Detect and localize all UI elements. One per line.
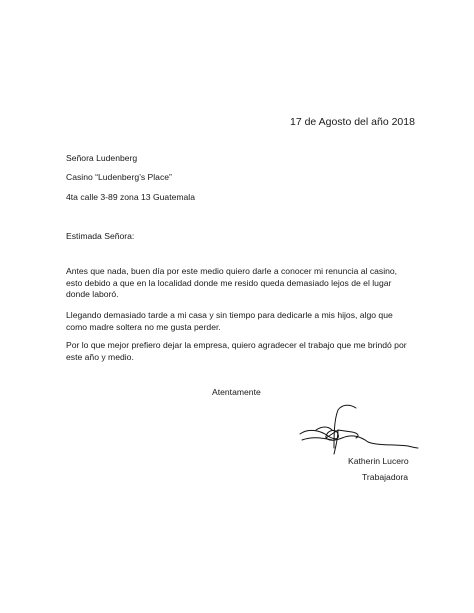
paragraph-line: Por lo que mejor prefiero dejar la empresa, quiero agradecer el trabajo que me brindó por bbox=[66, 340, 407, 350]
paragraph-line: Llegando demasiado tarde a mi casa y sin tiempo para dedicarle a mis hijos, algo que bbox=[66, 310, 393, 320]
paragraph-2 bbox=[66, 310, 416, 333]
paragraph-line: donde laboró. bbox=[66, 289, 119, 300]
paragraph-line: Antes que nada, buen día por este medio quiero darle a conocer mi renuncia al casino, bbox=[66, 266, 398, 276]
recipient-address: 4ta calle 3-89 zona 13 Guatemala bbox=[66, 192, 195, 202]
recipient-company: Casino “Ludenberg’s Place” bbox=[66, 172, 172, 182]
signer-title: Trabajadora bbox=[362, 472, 409, 482]
closing: Atentamente bbox=[212, 387, 261, 397]
paragraph-line: como madre soltera no me gusta perder. bbox=[66, 321, 221, 332]
paragraph-line: esto debido a que en la localidad donde me resido queda demasiado lejos de el lugar bbox=[66, 277, 392, 288]
signer-name: Katherin Lucero bbox=[348, 456, 409, 466]
paragraph-1 bbox=[66, 266, 416, 301]
letter-date: 17 de Agosto del año 2018 bbox=[290, 116, 415, 128]
paragraph-line: este año y medio. bbox=[66, 351, 134, 362]
recipient-name: Señora Ludenberg bbox=[66, 153, 138, 163]
paragraph-3 bbox=[66, 340, 416, 363]
signature bbox=[298, 400, 420, 462]
salutation: Estimada Señora: bbox=[66, 231, 135, 241]
